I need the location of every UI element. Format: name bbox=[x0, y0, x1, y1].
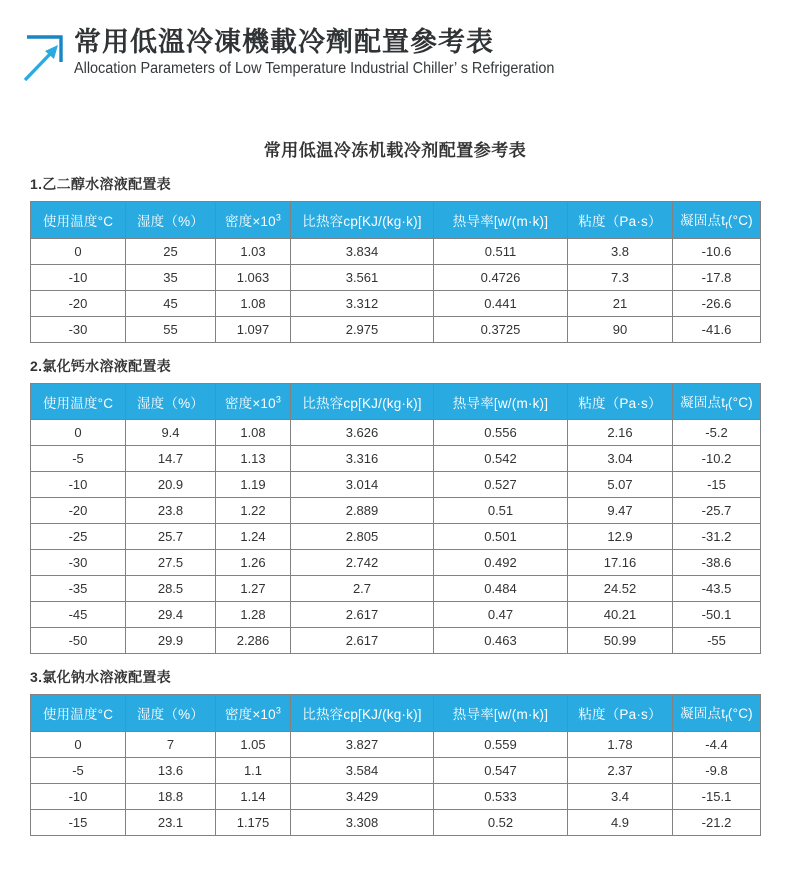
table-cell: 0.463 bbox=[434, 628, 568, 654]
table-cell: 1.05 bbox=[216, 732, 291, 758]
column-header: 比热容cp[KJ/(kg·k)] bbox=[291, 695, 434, 732]
table-cell: 0.3725 bbox=[434, 316, 568, 342]
table-cell: 1.14 bbox=[216, 784, 291, 810]
column-header: 湿度（%） bbox=[126, 383, 216, 420]
table-row bbox=[31, 550, 761, 576]
section-label: 1.乙二醇水溶液配置表 bbox=[30, 176, 171, 192]
table-row bbox=[31, 602, 761, 628]
column-header: 使用温度°C bbox=[31, 695, 126, 732]
table-cell: 0.547 bbox=[434, 758, 568, 784]
table-cell: -38.6 bbox=[673, 550, 761, 576]
table-cell: 0.527 bbox=[434, 472, 568, 498]
table-cell: -10 bbox=[31, 472, 126, 498]
column-header: 热导率[w/(m·k)] bbox=[434, 695, 568, 732]
table-cell: 2.617 bbox=[291, 602, 434, 628]
table-cell: -5.2 bbox=[673, 420, 761, 446]
table-cell: 0.542 bbox=[434, 446, 568, 472]
table-cell: 1.08 bbox=[216, 420, 291, 446]
table-cell: -50 bbox=[31, 628, 126, 654]
section-sodium-chloride bbox=[0, 667, 790, 836]
column-header: 凝固点$t_f(^\circ C)$ bbox=[673, 695, 761, 732]
column-header: 湿度（%） bbox=[126, 202, 216, 239]
header-row bbox=[31, 695, 761, 732]
table-row bbox=[31, 524, 761, 550]
table-cell: 3.04 bbox=[568, 446, 673, 472]
table-cell: 1.063 bbox=[216, 264, 291, 290]
table-cell: 0.492 bbox=[434, 550, 568, 576]
table-cell: 0 bbox=[31, 238, 126, 264]
page-subtitle: Allocation Parameters of Low Temperature Industrial Chiller’ s Refrigeration bbox=[74, 60, 555, 78]
table-cell: 1.175 bbox=[216, 810, 291, 836]
sodium-chloride-table bbox=[30, 694, 761, 836]
table-row bbox=[31, 446, 761, 472]
table-cell: 1.22 bbox=[216, 498, 291, 524]
table-cell: 0.511 bbox=[434, 238, 568, 264]
table-cell: -55 bbox=[673, 628, 761, 654]
table-row bbox=[31, 758, 761, 784]
table-cell: 25.7 bbox=[126, 524, 216, 550]
table-cell: 24.52 bbox=[568, 576, 673, 602]
table-cell: 3.834 bbox=[291, 238, 434, 264]
table-cell: 2.617 bbox=[291, 628, 434, 654]
table-cell: 2.16 bbox=[568, 420, 673, 446]
table-row bbox=[31, 316, 761, 342]
table-cell: -17.8 bbox=[673, 264, 761, 290]
table-cell: 28.5 bbox=[126, 576, 216, 602]
table-cell: 7 bbox=[126, 732, 216, 758]
table-cell: 3.312 bbox=[291, 290, 434, 316]
table-cell: -10.6 bbox=[673, 238, 761, 264]
table-cell: -5 bbox=[31, 446, 126, 472]
table-cell: -41.6 bbox=[673, 316, 761, 342]
table-cell: -30 bbox=[31, 316, 126, 342]
table-cell: 27.5 bbox=[126, 550, 216, 576]
table-cell: 4.9 bbox=[568, 810, 673, 836]
doc-title: 常用低温冷冻机载冷剂配置参考表 bbox=[263, 141, 527, 160]
table-cell: -20 bbox=[31, 498, 126, 524]
table-cell: 21 bbox=[568, 290, 673, 316]
table-cell: -15 bbox=[673, 472, 761, 498]
page-title: 常用低溫冷凍機載冷劑配置參考表 bbox=[74, 27, 494, 57]
table-cell: 29.9 bbox=[126, 628, 216, 654]
table-cell: 0.4726 bbox=[434, 264, 568, 290]
column-header: 粘度（Pa·s） bbox=[568, 202, 673, 239]
table-cell: 45 bbox=[126, 290, 216, 316]
table-cell: 55 bbox=[126, 316, 216, 342]
table-cell: -4.4 bbox=[673, 732, 761, 758]
table-cell: 35 bbox=[126, 264, 216, 290]
table-cell: 1.28 bbox=[216, 602, 291, 628]
table-cell: -26.6 bbox=[673, 290, 761, 316]
table-cell: 3.014 bbox=[291, 472, 434, 498]
calcium-chloride-table bbox=[30, 383, 761, 655]
table-cell: 90 bbox=[568, 316, 673, 342]
table-cell: -31.2 bbox=[673, 524, 761, 550]
arrow-up-right-icon bbox=[20, 29, 64, 81]
table-cell: -10 bbox=[31, 264, 126, 290]
table-row bbox=[31, 576, 761, 602]
table-cell: 12.9 bbox=[568, 524, 673, 550]
table-row bbox=[31, 784, 761, 810]
table-cell: 0.559 bbox=[434, 732, 568, 758]
table-cell: 1.27 bbox=[216, 576, 291, 602]
table-cell: 40.21 bbox=[568, 602, 673, 628]
table-cell: 2.742 bbox=[291, 550, 434, 576]
table-row bbox=[31, 628, 761, 654]
section-label: 3.氯化钠水溶液配置表 bbox=[30, 669, 171, 686]
table-cell: -9.8 bbox=[673, 758, 761, 784]
brand-header bbox=[0, 0, 790, 82]
table-cell: 3.316 bbox=[291, 446, 434, 472]
table-cell: -30 bbox=[31, 550, 126, 576]
table-cell: 3.8 bbox=[568, 238, 673, 264]
table-cell: 0.51 bbox=[434, 498, 568, 524]
table-cell: 1.13 bbox=[216, 446, 291, 472]
table-cell: 1.1 bbox=[216, 758, 291, 784]
table-cell: 50.99 bbox=[568, 628, 673, 654]
table-cell: 3.561 bbox=[291, 264, 434, 290]
table-cell: -15 bbox=[31, 810, 126, 836]
table-cell: 9.4 bbox=[126, 420, 216, 446]
table-cell: -35 bbox=[31, 576, 126, 602]
table-cell: -20 bbox=[31, 290, 126, 316]
header-row bbox=[31, 383, 761, 420]
table-cell: 13.6 bbox=[126, 758, 216, 784]
table-cell: 3.626 bbox=[291, 420, 434, 446]
table-cell: 3.584 bbox=[291, 758, 434, 784]
header-row bbox=[31, 202, 761, 239]
table-cell: 1.08 bbox=[216, 290, 291, 316]
column-header: 密度$\times 10^3$ bbox=[216, 695, 291, 732]
table-cell: 1.097 bbox=[216, 316, 291, 342]
table-cell: 0.533 bbox=[434, 784, 568, 810]
table-cell: 0 bbox=[31, 420, 126, 446]
table-cell: 2.286 bbox=[216, 628, 291, 654]
table-cell: -15.1 bbox=[673, 784, 761, 810]
table-cell: -50.1 bbox=[673, 602, 761, 628]
table-cell: 3.4 bbox=[568, 784, 673, 810]
table-cell: 29.4 bbox=[126, 602, 216, 628]
table-cell: 0.52 bbox=[434, 810, 568, 836]
ethylene-glycol-table bbox=[30, 201, 761, 343]
table-cell: 1.26 bbox=[216, 550, 291, 576]
table-cell: -10.2 bbox=[673, 446, 761, 472]
column-header: 比热容cp[KJ/(kg·k)] bbox=[291, 202, 434, 239]
table-cell: -25.7 bbox=[673, 498, 761, 524]
table-cell: 5.07 bbox=[568, 472, 673, 498]
table-cell: -43.5 bbox=[673, 576, 761, 602]
table-row bbox=[31, 264, 761, 290]
column-header: 比热容cp[KJ/(kg·k)] bbox=[291, 383, 434, 420]
column-header: 粘度（Pa·s） bbox=[568, 695, 673, 732]
table-cell: 17.16 bbox=[568, 550, 673, 576]
column-header: 湿度（%） bbox=[126, 695, 216, 732]
table-cell: 0.501 bbox=[434, 524, 568, 550]
table-cell: 0.47 bbox=[434, 602, 568, 628]
table-cell: -5 bbox=[31, 758, 126, 784]
brand-text bbox=[74, 27, 591, 78]
table-row bbox=[31, 420, 761, 446]
table-cell: 1.78 bbox=[568, 732, 673, 758]
table-cell: 23.1 bbox=[126, 810, 216, 836]
table-cell: 2.889 bbox=[291, 498, 434, 524]
table-cell: 0 bbox=[31, 732, 126, 758]
table-cell: -25 bbox=[31, 524, 126, 550]
column-header: 密度$\times 10^3$ bbox=[216, 383, 291, 420]
table-cell: 20.9 bbox=[126, 472, 216, 498]
table-cell: 0.556 bbox=[434, 420, 568, 446]
table-cell: 7.3 bbox=[568, 264, 673, 290]
section-label: 2.氯化钙水溶液配置表 bbox=[30, 357, 171, 374]
table-row bbox=[31, 732, 761, 758]
column-header: 热导率[w/(m·k)] bbox=[434, 383, 568, 420]
column-header: 凝固点$t_f(^\circ C)$ bbox=[673, 202, 761, 239]
table-cell: 23.8 bbox=[126, 498, 216, 524]
table-row bbox=[31, 810, 761, 836]
table-row bbox=[31, 238, 761, 264]
column-header: 密度$\times 10^3$ bbox=[216, 202, 291, 239]
section-ethylene-glycol bbox=[0, 174, 790, 343]
column-header: 凝固点$t_f(^\circ C)$ bbox=[673, 383, 761, 420]
column-header: 使用温度°C bbox=[31, 202, 126, 239]
section-calcium-chloride bbox=[0, 356, 790, 655]
table-cell: 2.805 bbox=[291, 524, 434, 550]
table-cell: -45 bbox=[31, 602, 126, 628]
table-cell: 0.441 bbox=[434, 290, 568, 316]
table-cell: 1.03 bbox=[216, 238, 291, 264]
table-cell: 2.37 bbox=[568, 758, 673, 784]
column-header: 使用温度°C bbox=[31, 383, 126, 420]
table-cell: 0.484 bbox=[434, 576, 568, 602]
table-cell: 18.8 bbox=[126, 784, 216, 810]
table-row bbox=[31, 472, 761, 498]
table-row bbox=[31, 498, 761, 524]
table-cell: 3.827 bbox=[291, 732, 434, 758]
table-row bbox=[31, 290, 761, 316]
table-cell: 9.47 bbox=[568, 498, 673, 524]
table-cell: 3.308 bbox=[291, 810, 434, 836]
table-cell: 25 bbox=[126, 238, 216, 264]
table-cell: -10 bbox=[31, 784, 126, 810]
table-cell: 2.975 bbox=[291, 316, 434, 342]
table-cell: 1.24 bbox=[216, 524, 291, 550]
table-cell: 14.7 bbox=[126, 446, 216, 472]
table-cell: -21.2 bbox=[673, 810, 761, 836]
column-header: 热导率[w/(m·k)] bbox=[434, 202, 568, 239]
table-cell: 3.429 bbox=[291, 784, 434, 810]
table-cell: 1.19 bbox=[216, 472, 291, 498]
table-cell: 2.7 bbox=[291, 576, 434, 602]
column-header: 粘度（Pa·s） bbox=[568, 383, 673, 420]
